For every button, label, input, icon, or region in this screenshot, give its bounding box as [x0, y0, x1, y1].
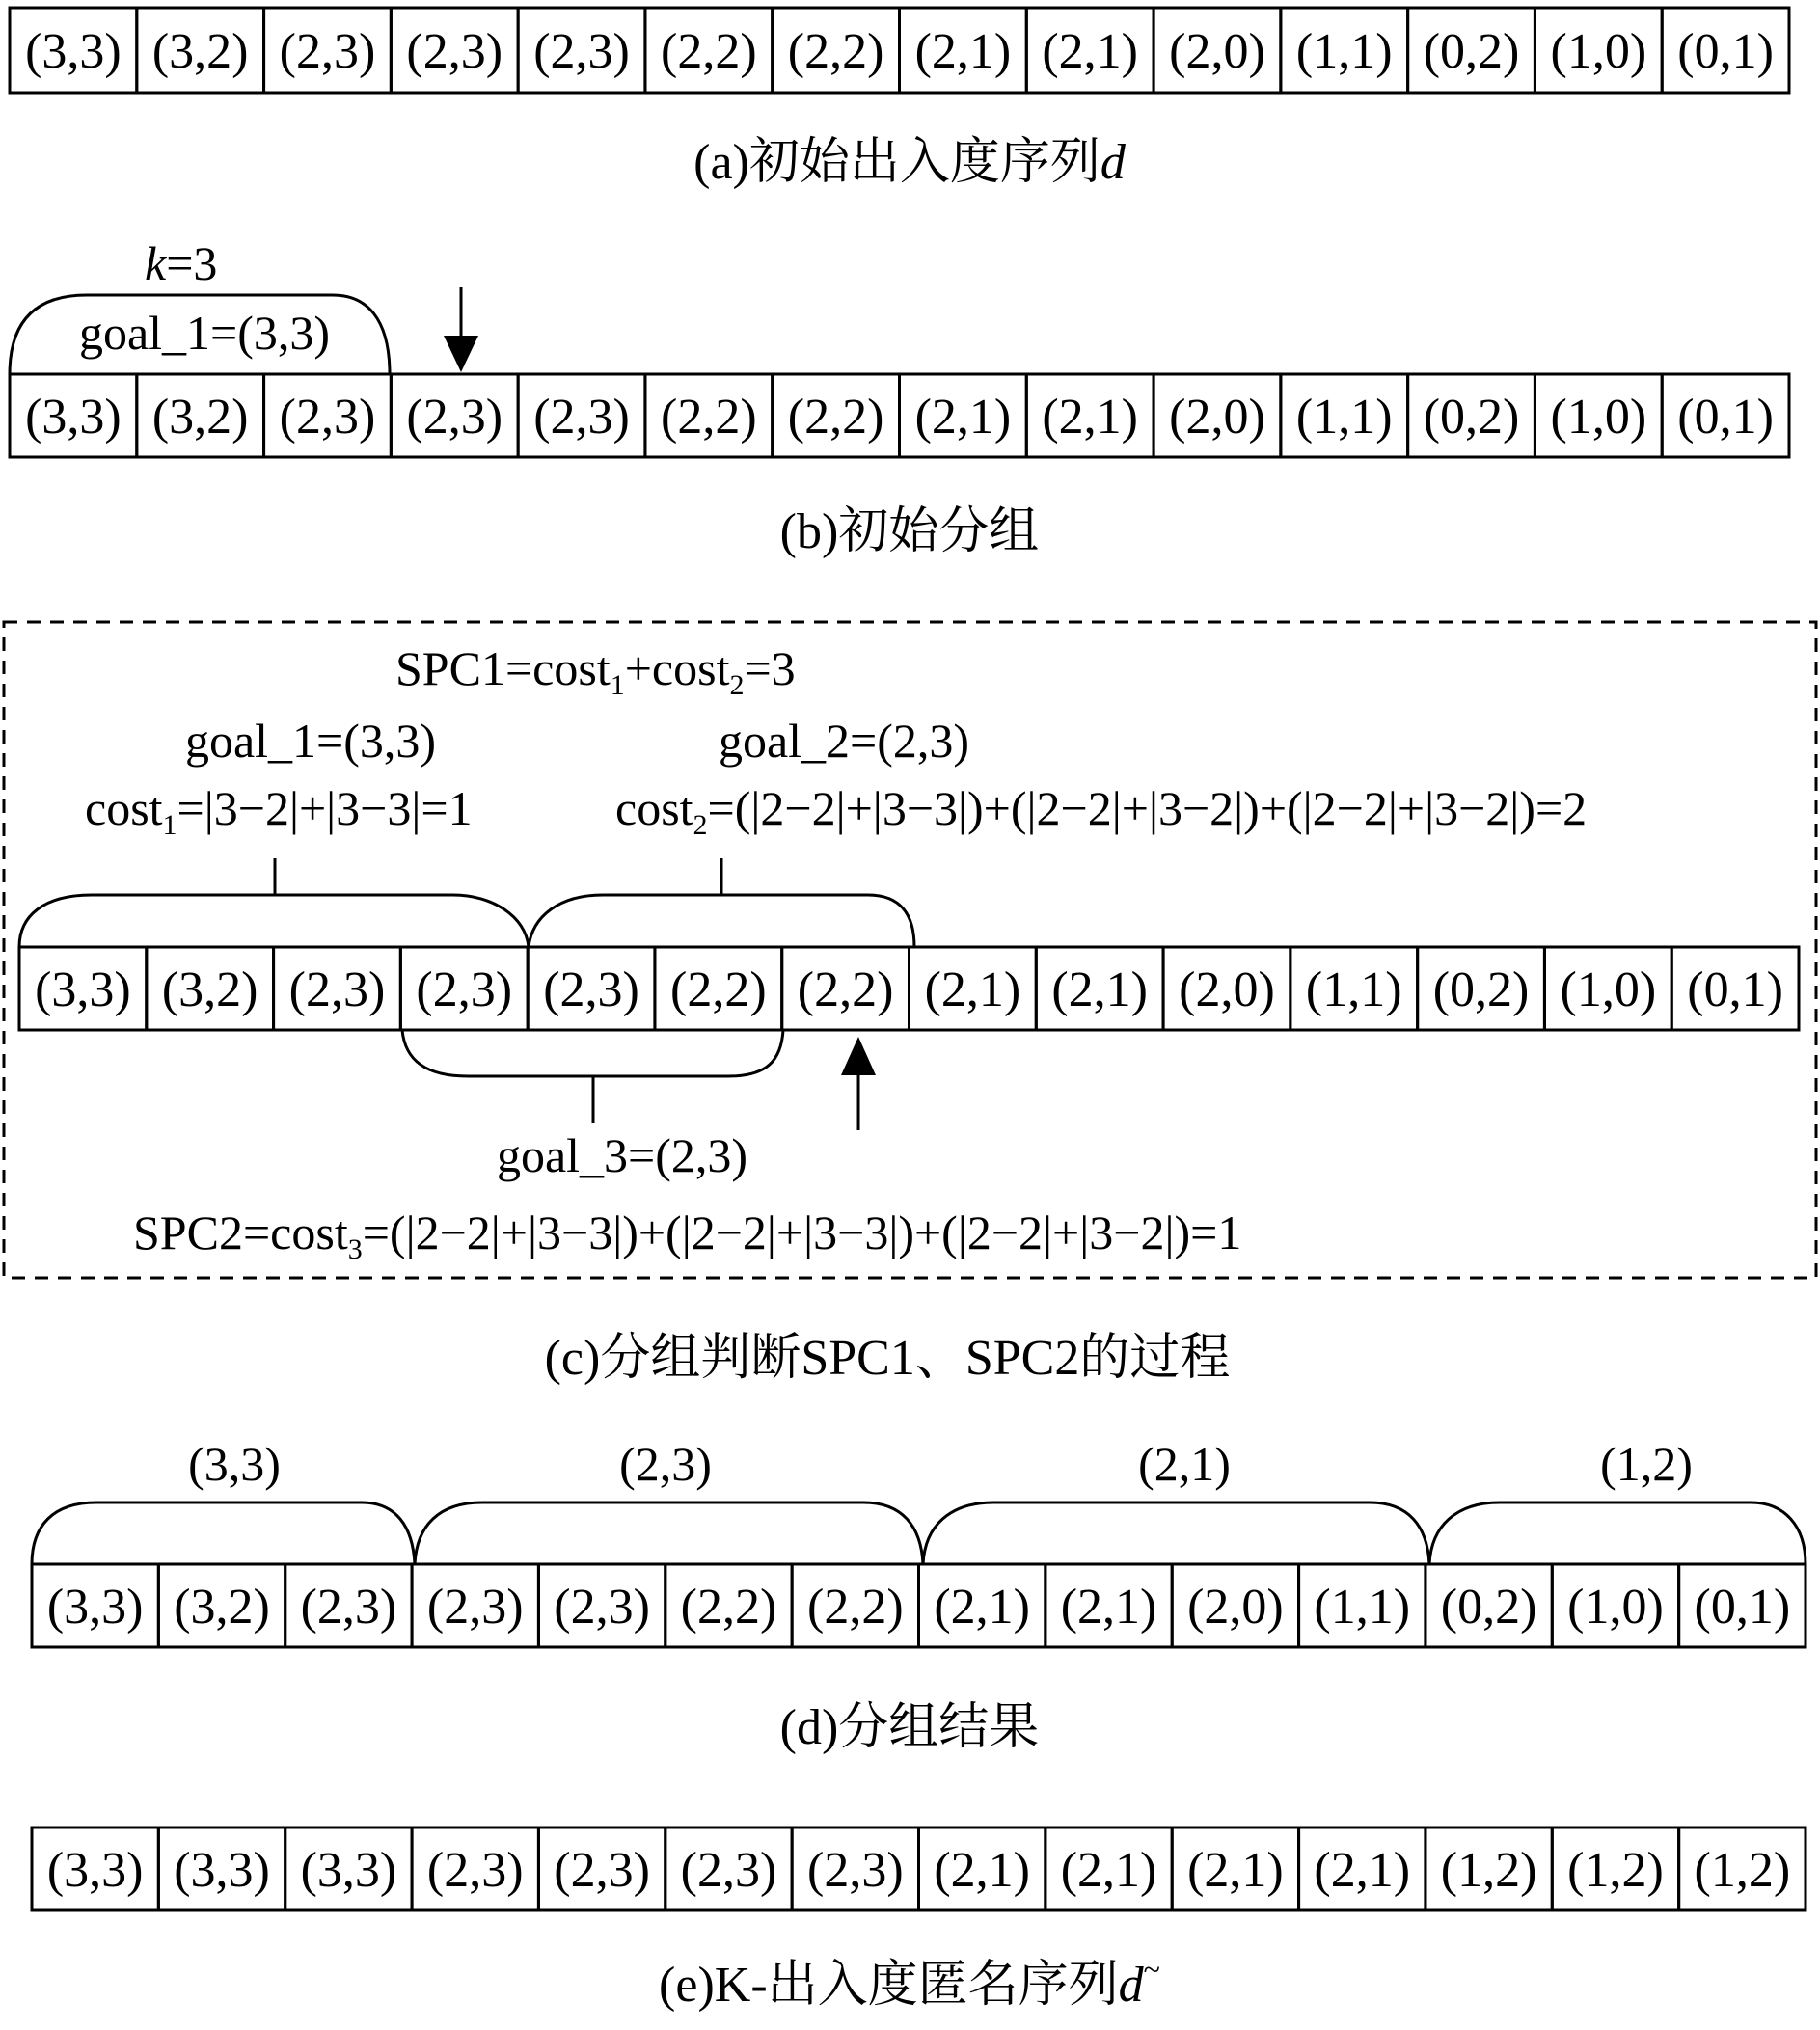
sequence-cell-value: (0,2) — [1432, 962, 1530, 1017]
sequence-cell-value: (2,3) — [406, 390, 503, 445]
sequence-row-c — [19, 947, 1799, 1030]
caption-a: (a)初始出入度序列d — [693, 135, 1126, 190]
sequence-cell-value: (2,1) — [914, 24, 1012, 79]
sequence-cell-value: (2,1) — [934, 1843, 1030, 1898]
sequence-cell-value: (2,2) — [807, 1580, 904, 1635]
sequence-cell-value: (2,3) — [554, 1843, 650, 1898]
sequence-cell-value: (2,1) — [1042, 24, 1138, 79]
sequence-cell-value: (2,2) — [680, 1580, 777, 1635]
caption-c: (c)分组判断SPC1、SPC2的过程 — [544, 1331, 1231, 1386]
group-bracket-d2 — [415, 1502, 923, 1564]
group-label-4: (1,2) — [1600, 1437, 1693, 1491]
sequence-cell-value: (2,1) — [1187, 1843, 1284, 1898]
sequence-cell-value: (2,3) — [554, 1580, 650, 1635]
caption-d: (d)分组结果 — [779, 1700, 1040, 1755]
panel-a — [10, 8, 1789, 190]
sequence-cell-value: (2,1) — [914, 390, 1012, 445]
sequence-cell-value: (0,1) — [1694, 1580, 1791, 1635]
sequence-cell-value: (1,0) — [1567, 1580, 1664, 1635]
sequence-cell-value: (1,1) — [1314, 1580, 1411, 1635]
sequence-cell-value: (2,3) — [807, 1843, 904, 1898]
sequence-cell-value: (2,2) — [661, 24, 757, 79]
sequence-cell-value: (2,2) — [787, 24, 884, 79]
goal2-label: goal_2=(2,3) — [718, 714, 970, 768]
sequence-cell-value: (1,1) — [1295, 24, 1393, 79]
sequence-cell-value: (2,1) — [1060, 1843, 1157, 1898]
sequence-cell-value: (1,0) — [1560, 962, 1657, 1017]
sequence-cell-value: (3,2) — [151, 24, 249, 79]
panel-c — [4, 622, 1816, 1386]
sequence-cell-value: (2,3) — [426, 1843, 524, 1898]
sequence-cell-value: (2,0) — [1169, 24, 1265, 79]
sequence-cell-value: (3,2) — [151, 390, 249, 445]
sequence-cell-value: (2,3) — [279, 390, 376, 445]
cost1-formula: cost$_1$=|3−2|+|3−3|=1 — [85, 781, 473, 841]
sequence-cell-value: (2,3) — [416, 962, 513, 1017]
sequence-cell-value: (2,0) — [1187, 1580, 1284, 1635]
sequence-cell-value: (0,2) — [1423, 390, 1520, 445]
sequence-cell-value: (1,1) — [1305, 962, 1402, 1017]
sequence-cell-value: (2,3) — [288, 962, 386, 1017]
sequence-row-d — [32, 1564, 1806, 1647]
group-bracket-d3 — [923, 1502, 1429, 1564]
sequence-cell-value: (2,1) — [1060, 1580, 1157, 1635]
spc1-formula: SPC1=cost$_1$+cost$_2$=3 — [395, 641, 796, 701]
sequence-cell-value: (0,2) — [1440, 1580, 1537, 1635]
sequence-cell-value: (2,1) — [1314, 1843, 1411, 1898]
goal3-label: goal_3=(2,3) — [496, 1128, 748, 1182]
sequence-cell-value: (0,1) — [1677, 24, 1774, 79]
sequence-cell-value: (2,3) — [533, 390, 630, 445]
sequence-cell-value: (2,3) — [680, 1843, 777, 1898]
sequence-cell-value: (2,1) — [924, 962, 1021, 1017]
sequence-cell-value: (3,3) — [300, 1843, 397, 1898]
sequence-cell-value: (3,3) — [25, 24, 122, 79]
sequence-cell-value: (2,3) — [279, 24, 376, 79]
sequence-cell-value: (2,1) — [1051, 962, 1148, 1017]
sequence-cell-value: (1,0) — [1550, 24, 1647, 79]
sequence-cell-value: (2,1) — [934, 1580, 1030, 1635]
goal-label-b: goal_1=(3,3) — [78, 306, 331, 360]
sequence-cell-value: (1,1) — [1295, 390, 1393, 445]
sequence-row-e — [32, 1827, 1806, 1910]
sequence-cell-value: (0,1) — [1677, 390, 1774, 445]
goal1-label: goal_1=(3,3) — [184, 714, 437, 768]
group-bracket-d1 — [32, 1502, 415, 1564]
sequence-cell-value: (2,3) — [426, 1580, 524, 1635]
sequence-cell-value: (1,2) — [1694, 1843, 1791, 1898]
group-bracket-goal3 — [402, 1030, 783, 1076]
sequence-cell-value: (2,3) — [300, 1580, 397, 1635]
sequence-cell-value: (1,2) — [1567, 1843, 1664, 1898]
spc2-formula: SPC2=cost$_3$=(|2−2|+|3−3|)+(|2−2|+|3−3|)+(|2−2|+|3−2|)=1 — [133, 1205, 1242, 1265]
sequence-cell-value: (2,3) — [533, 24, 630, 79]
sequence-cell-value: (2,2) — [787, 390, 884, 445]
sequence-cell-value: (0,1) — [1687, 962, 1783, 1017]
cost2-formula: cost$_2$=(|2−2|+|3−3|)+(|2−2|+|3−2|)+(|2−2|+|3−2|)=2 — [615, 781, 1588, 841]
sequence-cell-value: (3,3) — [35, 962, 131, 1017]
sequence-cell-value: (3,2) — [174, 1580, 270, 1635]
sequence-cell-value: (3,3) — [25, 390, 122, 445]
group-label-3: (2,1) — [1138, 1437, 1231, 1491]
sequence-cell-value: (2,2) — [670, 962, 767, 1017]
up-arrow-c — [841, 1037, 876, 1130]
caption-e: (e)K-出入度匿名序列d~ — [659, 1952, 1160, 2013]
group-bracket-goal1 — [19, 895, 529, 947]
sequence-cell-value: (0,2) — [1423, 24, 1520, 79]
sequence-cell-value: (2,2) — [661, 390, 757, 445]
caption-b: (b)初始分组 — [779, 504, 1040, 559]
sequence-cell-value: (3,3) — [46, 1580, 144, 1635]
sequence-row-a — [10, 8, 1789, 93]
sequence-cell-value: (1,0) — [1550, 390, 1647, 445]
panel-d — [32, 1437, 1806, 1755]
sequence-cell-value: (2,0) — [1179, 962, 1275, 1017]
sequence-cell-value: (2,3) — [406, 24, 503, 79]
group-label-2: (2,3) — [619, 1437, 712, 1491]
sequence-cell-value: (2,0) — [1169, 390, 1265, 445]
sequence-cell-value: (2,1) — [1042, 390, 1138, 445]
sequence-cell-value: (3,3) — [174, 1843, 270, 1898]
sequence-cell-value: (1,2) — [1440, 1843, 1537, 1898]
sequence-cell-value: (3,2) — [161, 962, 258, 1017]
panel-e — [32, 1827, 1806, 2013]
panel-b — [10, 236, 1789, 559]
sequence-cell-value: (3,3) — [46, 1843, 144, 1898]
sequence-cell-value: (2,3) — [543, 962, 639, 1017]
k-label: k=3 — [145, 236, 218, 290]
sequence-cell-value: (2,2) — [797, 962, 894, 1017]
group-bracket-d4 — [1429, 1502, 1806, 1564]
sequence-row-b — [10, 374, 1789, 457]
group-label-1: (3,3) — [188, 1437, 281, 1491]
group-bracket-goal2 — [529, 895, 914, 947]
down-arrow-b — [444, 287, 478, 372]
